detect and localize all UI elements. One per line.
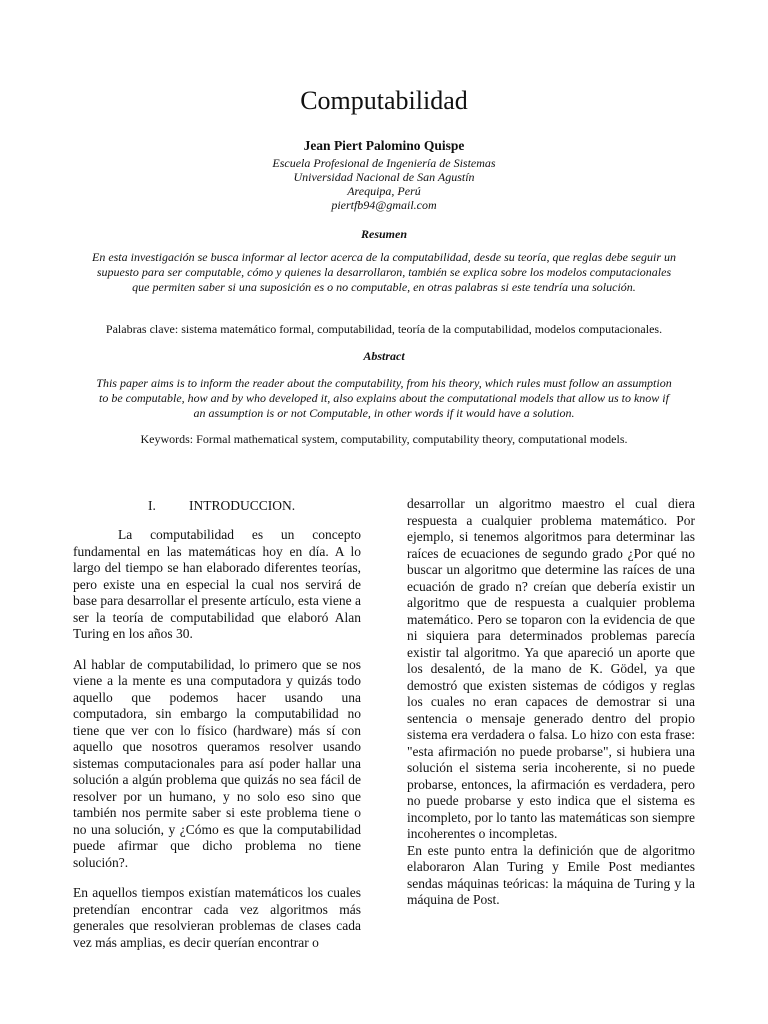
- paragraph: desarrollar un algoritmo maestro el cual diera respuesta a cualquier problema matemático. Por ejemplo, si tenemos algoritmos para determinar las raíces de ecuaciones de segundo grado ¿Por qué no buscar un algoritmo que determine las raíces de una ecuación de grado n? creían que debería existir un algoritmo que de respuesta a cualquier problema matemático. Pero se toparon con la evidencia de que ni siquiera para determinados problemas parecía existir tal algoritmo. Ya que apareció un aporte que los desalentó, de la mano de K. Gödel, ya que demostró que existen sistemas de códigos y reglas los cuales no eran capaces de demostrar si una sentencia o mensaje generado dentro del propio sistema era verdadera o falsa. Lo hizo con esta frase: "esta afirmación no puede probarse", si hubiera una solución el sistema seria incoherente, si no puede probarse, entonces, la afirmación es verdadera, pero no puede probarse y esto indica que el sistema es incompleto, por lo tanto las matemáticas son siempre incoherentes o incompletas.: [407, 496, 695, 841]
- author-name: Jean Piert Palomino Quispe: [303, 138, 465, 153]
- affiliation-school: Escuela Profesional de Ingeniería de Sistemas: [272, 156, 496, 170]
- resumen-text: En esta investigación se busca informar al lector acerca de la computabilidad, desde su teoría, que reglas debe seguir un supuesto para ser computable, cómo y quienes la desarrollaron, también se explica sobre los modelos computacionales que permiten saber si una suposición es o no computable, en otras palabras si este tendría una solución.: [91, 250, 676, 294]
- keywords: Keywords: Formal mathematical system, computability, computability theory, computational models.: [140, 432, 628, 446]
- abstract-text: This paper aims is to inform the reader about the computability, from his theory, which rules must follow an assumption to be computable, how and by who developed it, also explains about the computational models that allow us to know if an assumption is or not Computable, in other words if it would have a solution.: [96, 376, 672, 420]
- paragraph: Al hablar de computabilidad, lo primero que se nos viene a la mente es una computadora y quizás todo aquello que podemos hacer usando una computadora, sin embargo la computabilidad no tiene que ver con lo físico (hardware) más sí con aquello que nosotros queramos resolver usando sistemas computacionales para así poder hallar una solución a algún problema que quizás no sea fácil de resolver por un humano, y no solo eso sino que también nos permite saber si este problema tiene o no una solución, y ¿Cómo es que la computabilidad puede afirmar que dicho problema no tiene solución?.: [73, 656, 361, 870]
- author-email: piertfb94@gmail.com: [331, 198, 437, 212]
- section-number: I.: [148, 498, 156, 513]
- palabras-clave: Palabras clave: sistema matemático formal, computabilidad, teoría de la computabilidad, modelos computacionales.: [105, 322, 663, 336]
- left-column: [73, 527, 361, 951]
- paragraph: La computabilidad es un concepto fundamental en las matemáticas hoy en día. A lo largo del tiempo se han elaborado diferentes teorías, pero existe una en especial la cual nos servirá de base para desarrollar el presente artículo, esta viene a ser la teoría de computabilidad que elaboró Alan Turing en los años 30.: [73, 527, 361, 641]
- affiliation-location: Arequipa, Perú: [347, 184, 421, 198]
- paragraph: En este punto entra la definición que de algoritmo elaboraron Alan Turing y Emile Post mediantes sendas máquinas teóricas: la máquina de Turing y la máquina de Post.: [407, 842, 695, 907]
- paper-title: Computabilidad: [300, 86, 468, 115]
- paragraph: En aquellos tiempos existían matemáticos los cuales pretendían encontrar cada vez algoritmos más generales que resolvieran problemas de clases cada vez más amplias, es decir querían encontrar o: [73, 885, 361, 950]
- affiliation-university: Universidad Nacional de San Agustín: [293, 170, 475, 184]
- right-column: [407, 496, 695, 909]
- resumen-heading: Resumen: [360, 227, 407, 241]
- abstract-heading: Abstract: [363, 349, 405, 363]
- section-title: INTRODUCCION.: [189, 498, 296, 513]
